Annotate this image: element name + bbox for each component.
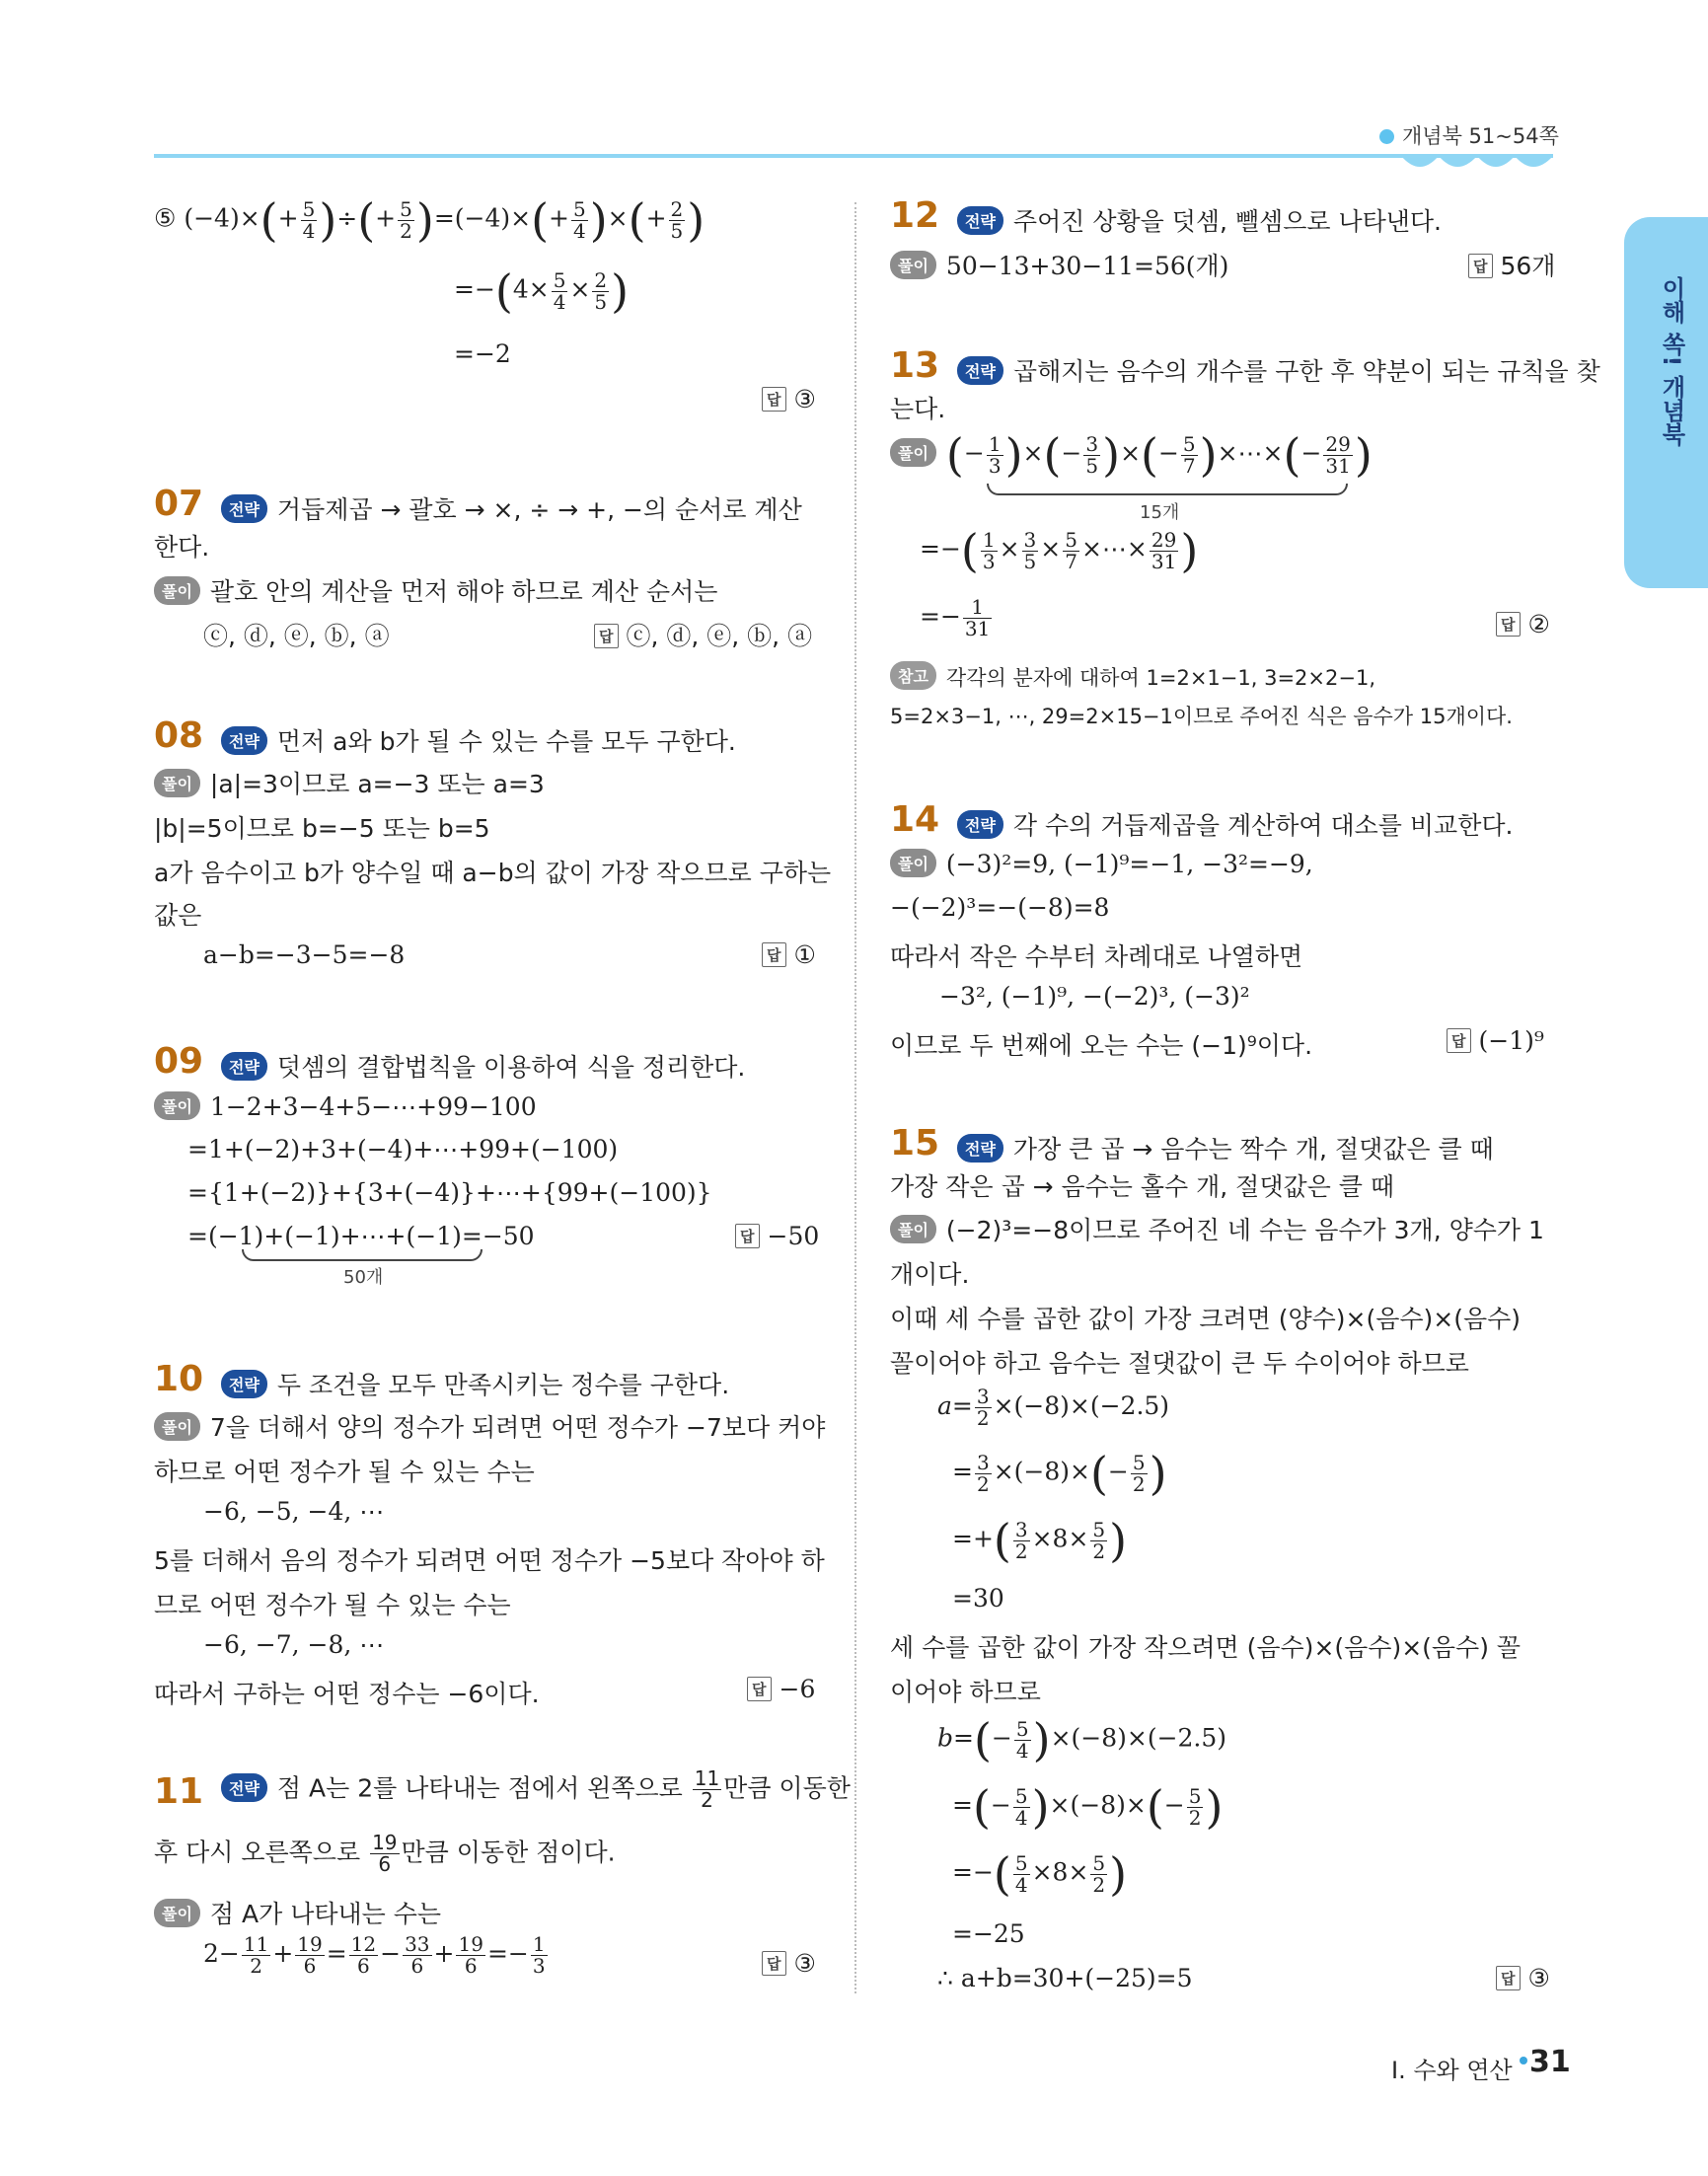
p09-sol-4: =(−1)+(−1)+⋯+(−1)=−50 bbox=[187, 1222, 535, 1250]
p10-sol-2: 하므로 어떤 정수가 될 수 있는 수는 bbox=[154, 1458, 535, 1486]
p15-b-line-4: =−25 bbox=[952, 1919, 1025, 1948]
p07-strategy-cont: 한다. bbox=[154, 533, 210, 562]
p09-count: 50개 bbox=[343, 1267, 384, 1288]
p15-b-line-3: =−( $\frac{5}{4}$ ×8× $\frac{5}{2}$ ) bbox=[952, 1847, 1128, 1901]
p14-answer: 답 (−1)⁹ bbox=[1447, 1026, 1544, 1055]
p07-solution: 풀이 괄호 안의 계산을 먼저 해야 하므로 계산 순서는 bbox=[154, 572, 717, 608]
header-rule bbox=[154, 154, 1553, 158]
p15-sol-1: 풀이 (−2)³=−8이므로 주어진 네 수는 음수가 3개, 양수가 1 bbox=[890, 1211, 1544, 1246]
p15-b-line-2: =(− $\frac{5}{4}$ )×(−8)×(− $\frac{5}{2}$ ) bbox=[952, 1780, 1224, 1834]
problem-number-11: 11 bbox=[154, 1771, 204, 1812]
p15-sol-6: 이어야 하므로 bbox=[890, 1678, 1041, 1706]
p08-sol-2: |b|=5이므로 b=−5 또는 b=5 bbox=[154, 814, 490, 843]
column-divider bbox=[854, 202, 856, 1993]
page-number: 31 bbox=[1529, 2045, 1571, 2079]
p15-a-line-4: =30 bbox=[952, 1584, 1004, 1613]
p11-sol-1: 풀이 점 A가 나타내는 수는 bbox=[154, 1895, 441, 1930]
p6-answer: 답 ③ bbox=[762, 385, 816, 413]
footer-chapter: Ⅰ. 수와 연산 bbox=[1391, 2057, 1513, 2084]
p07-order: ⓒ, ⓓ, ⓔ, ⓑ, ⓐ bbox=[203, 622, 390, 650]
p14-strategy: 전략 각 수의 거듭제곱을 계산하여 대소를 비교한다. bbox=[957, 806, 1513, 842]
p07-answer: 답 ⓒ, ⓓ, ⓔ, ⓑ, ⓐ bbox=[594, 617, 812, 652]
p10-sol-5: 므로 어떤 정수가 될 수 있는 수는 bbox=[154, 1591, 511, 1619]
p09-answer: 답 −50 bbox=[735, 1222, 819, 1250]
p08-sol-3: a가 음수이고 b가 양수일 때 a−b의 값이 가장 작으므로 구하는 bbox=[154, 859, 832, 887]
p15-sol-4: 꼴이어야 하고 음수는 절댓값이 큰 두 수이어야 하므로 bbox=[890, 1349, 1469, 1378]
p15-sum: ∴ a+b=30+(−25)=5 bbox=[937, 1964, 1193, 1992]
p10-answer: 답 −6 bbox=[747, 1675, 815, 1703]
p14-sol-4: −3², (−1)⁹, −(−2)³, (−3)² bbox=[939, 982, 1250, 1011]
p07-strategy: 전략 거듭제곱 → 괄호 → ×, ÷ → +, −의 순서로 계산 bbox=[221, 490, 802, 526]
p15-strategy-2: 가장 작은 곱 → 음수는 홀수 개, 절댓값은 클 때 bbox=[890, 1172, 1394, 1201]
p11-strategy-cont: 후 다시 오른쪽으로 $\frac{19}{6}$ 만큼 이동한 점이다. bbox=[154, 1831, 616, 1876]
problem-number-07: 07 bbox=[154, 484, 204, 524]
p12-sol-1: 풀이 50−13+30−11=56(개) bbox=[890, 247, 1228, 282]
p10-sol-3: −6, −5, −4, ⋯ bbox=[203, 1497, 385, 1526]
p14-sol-3: 따라서 작은 수부터 차례대로 나열하면 bbox=[890, 942, 1303, 971]
p13-strategy-cont: 는다. bbox=[890, 395, 946, 423]
problem-number-15: 15 bbox=[890, 1123, 940, 1163]
page-reference: 개념북 51~54쪽 bbox=[1379, 120, 1559, 150]
wave-decoration-icon bbox=[1401, 156, 1553, 176]
p12-answer: 답 56개 bbox=[1468, 247, 1555, 282]
problem-number-09: 09 bbox=[154, 1041, 204, 1082]
p13-sol-1: 풀이 (− $\frac{1}{3}$ )×(− $\frac{3}{5}$ )×(− $\frac{5}{7}$ )×⋯×(− $\frac{29}{31}$ ) bbox=[890, 432, 1373, 478]
p6-line-2: =−(4× $\frac{5}{4}$ × $\frac{2}{5}$ ) bbox=[454, 264, 630, 318]
p15-sol-2: 개이다. bbox=[890, 1260, 970, 1289]
p08-sol-4: 값은 bbox=[154, 901, 202, 930]
p13-count: 15개 bbox=[1140, 502, 1180, 523]
p10-strategy: 전략 두 조건을 모두 만족시키는 정수를 구한다. bbox=[221, 1366, 729, 1401]
problem-number-13: 13 bbox=[890, 345, 940, 386]
p09-sol-3: ={1+(−2)}+{3+(−4)}+⋯+{99+(−100)} bbox=[187, 1178, 712, 1207]
p14-sol-2: −(−2)³=−(−8)=8 bbox=[890, 893, 1110, 922]
p09-underbrace bbox=[242, 1249, 483, 1261]
p15-a-line-1: a= $\frac{3}{2}$ ×(−8)×(−2.5) bbox=[937, 1385, 1170, 1430]
p13-sol-3: =− $\frac{1}{31}$ bbox=[920, 595, 991, 640]
problem-number-14: 14 bbox=[890, 799, 940, 840]
p14-sol-1: 풀이 (−3)²=9, (−1)⁹=−1, −3²=−9, bbox=[890, 849, 1313, 878]
p08-sol-5: a−b=−3−5=−8 bbox=[203, 940, 406, 969]
p12-strategy: 전략 주어진 상황을 덧셈, 뺄셈으로 나타낸다. bbox=[957, 202, 1442, 238]
problem-number-10: 10 bbox=[154, 1359, 204, 1399]
p10-sol-6: −6, −7, −8, ⋯ bbox=[203, 1630, 385, 1659]
p10-sol-4: 5를 더해서 음의 정수가 되려면 어떤 정수가 −5보다 작아야 하 bbox=[154, 1546, 825, 1575]
p14-sol-5: 이므로 두 번째에 오는 수는 (−1)⁹이다. bbox=[890, 1031, 1313, 1060]
problem-number-12: 12 bbox=[890, 195, 940, 236]
p15-a-line-2: = $\frac{3}{2}$ ×(−8)×(− $\frac{5}{2}$ ) bbox=[952, 1447, 1167, 1500]
p15-b-line-1: b=(− $\frac{5}{4}$ )×(−8)×(−2.5) bbox=[937, 1713, 1227, 1766]
p09-sol-1: 풀이 1−2+3−4+5−⋯+99−100 bbox=[154, 1091, 537, 1121]
bullet-dot-icon bbox=[1379, 129, 1394, 144]
p11-strategy: 전략 점 A는 2를 나타내는 점에서 왼쪽으로 $\frac{11}{2}$ 만큼 이동한 bbox=[221, 1768, 851, 1811]
p13-reference-2: 5=2×3−1, ⋯, 29=2×15−1이므로 주어진 식은 음수가 15개이다. bbox=[890, 705, 1513, 728]
p15-sol-5: 세 수를 곱한 값이 가장 작으려면 (음수)×(음수)×(음수) 꼴 bbox=[890, 1633, 1522, 1662]
p10-sol-7: 따라서 구하는 어떤 정수는 −6이다. bbox=[154, 1680, 540, 1708]
problem-number-08: 08 bbox=[154, 715, 204, 756]
p13-sol-2: =−( $\frac{1}{3}$ × $\frac{3}{5}$ × $\frac{5}{7}$ ×⋯× $\frac{29}{31}$ ) bbox=[920, 524, 1199, 577]
p6-line-3: =−2 bbox=[454, 339, 511, 368]
p08-sol-1: 풀이 |a|=3이므로 a=−3 또는 a=3 bbox=[154, 765, 545, 800]
p08-strategy: 전략 먼저 a와 b가 될 수 있는 수를 모두 구한다. bbox=[221, 722, 736, 758]
footer-dot-icon bbox=[1520, 2057, 1527, 2064]
p13-reference-1: 참고 각각의 분자에 대하여 1=2×1−1, 3=2×2−1, bbox=[890, 661, 1375, 692]
p13-answer: 답 ② bbox=[1496, 610, 1550, 638]
p6-line-1: ⑤ (−4)×(+ $\frac{5}{4}$ )÷(+ $\frac{5}{2}$ )=(−4)×(+ $\frac{5}{4}$ )×(+ $\frac{2}{5}$ ) bbox=[154, 193, 705, 247]
p09-sol-2: =1+(−2)+3+(−4)+⋯+99+(−100) bbox=[187, 1135, 619, 1163]
p15-sol-3: 이때 세 수를 곱한 값이 가장 크려면 (양수)×(음수)×(음수) bbox=[890, 1305, 1522, 1333]
p15-answer: 답 ③ bbox=[1496, 1964, 1550, 1992]
side-tab-label: 이해 쏙! 개념북 bbox=[1658, 276, 1685, 446]
p10-sol-1: 풀이 7을 더해서 양의 정수가 되려면 어떤 정수가 −7보다 커야 bbox=[154, 1408, 825, 1444]
p11-sol-2: 2− $\frac{11}{2}$ + $\frac{19}{6}$ = $\frac{12}{6}$ − $\frac{33}{6}$ + $\frac{19}{6}$ =− $\frac{1}{3}$ bbox=[203, 1932, 546, 1978]
p13-underbrace bbox=[987, 484, 1348, 495]
p11-answer: 답 ③ bbox=[762, 1949, 816, 1978]
p13-strategy: 전략 곱해지는 음수의 개수를 구한 후 약분이 되는 규칙을 찾 bbox=[957, 352, 1600, 388]
p08-answer: 답 ① bbox=[762, 940, 816, 969]
p09-strategy: 전략 덧셈의 결합법칙을 이용하여 식을 정리한다. bbox=[221, 1048, 745, 1084]
p15-a-line-3: =+( $\frac{3}{2}$ ×8× $\frac{5}{2}$ ) bbox=[952, 1514, 1128, 1567]
p15-strategy-1: 전략 가장 큰 곱 → 음수는 짝수 개, 절댓값은 클 때 bbox=[957, 1130, 1494, 1165]
